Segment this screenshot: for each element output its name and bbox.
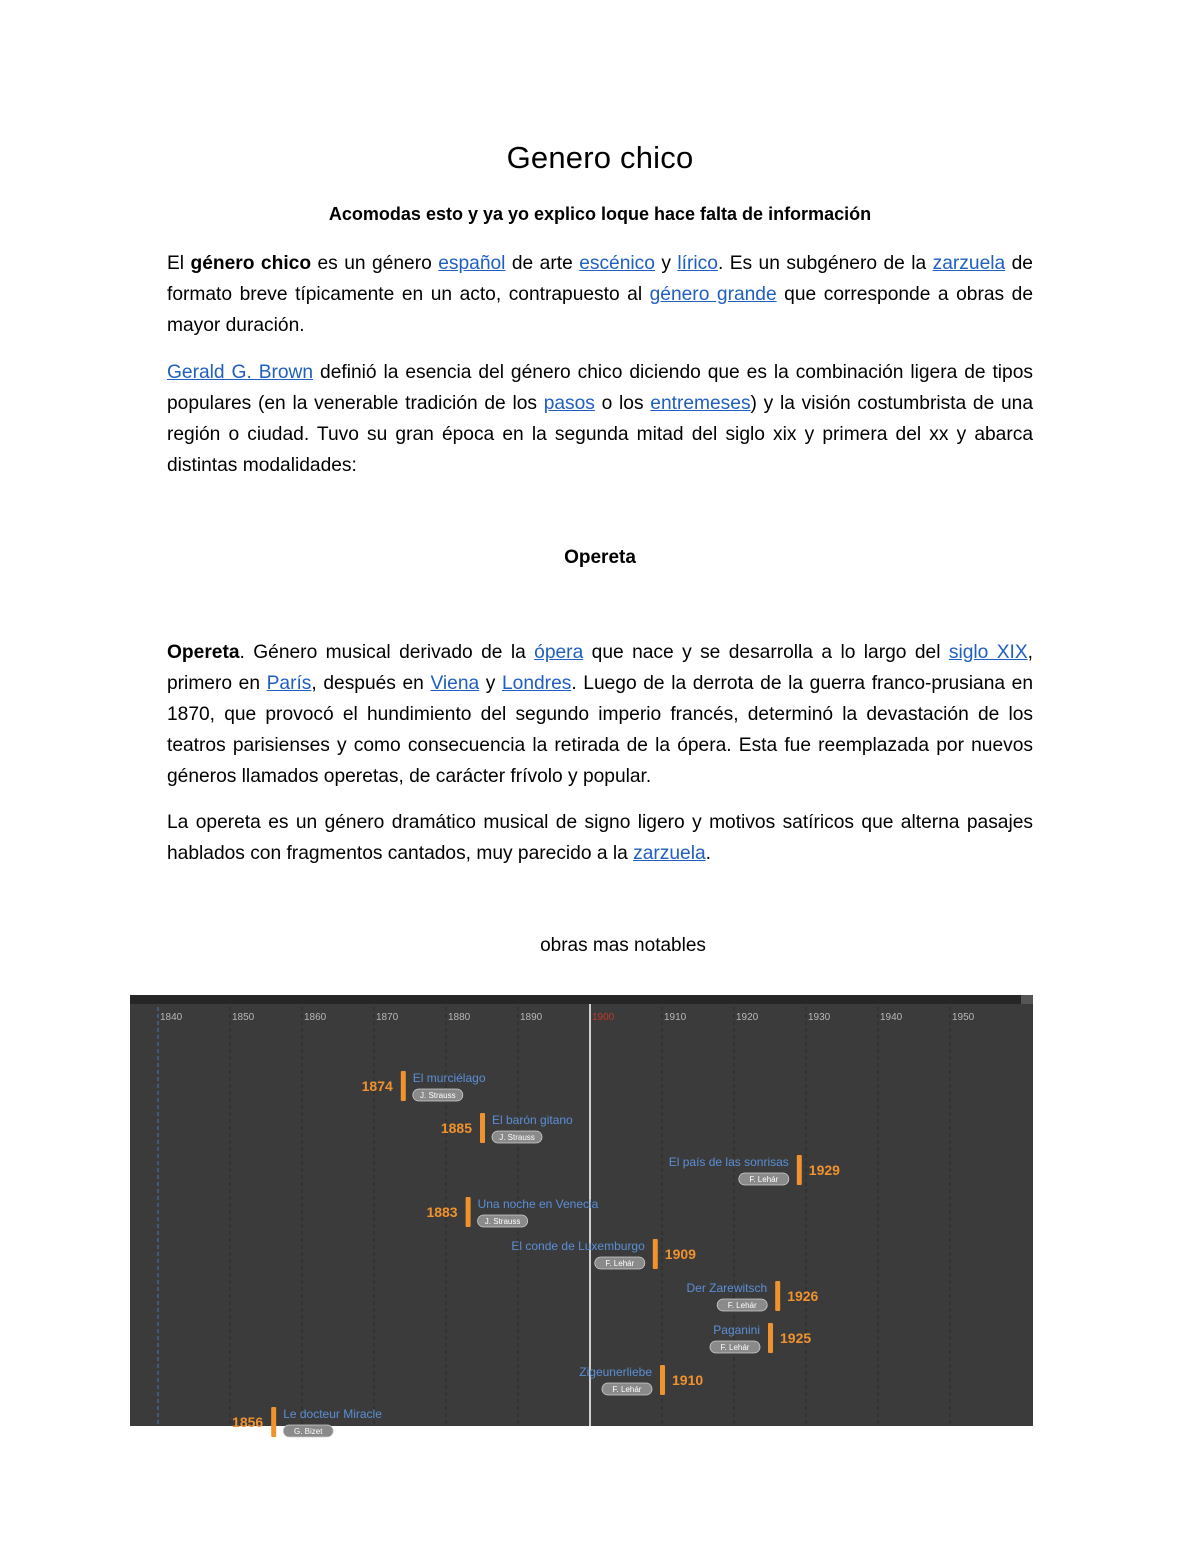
link-espanol[interactable]: español	[438, 253, 506, 274]
axis-year-label-1880: 1880	[448, 1012, 471, 1023]
event-marker-1926	[775, 1281, 780, 1311]
timeline-canvas	[130, 995, 1033, 1436]
axis-year-label-1840: 1840	[160, 1012, 183, 1023]
works-heading: obras mas notables	[540, 935, 706, 956]
event-title-1909: El conde de Luxemburgo	[511, 1239, 645, 1253]
event-marker-1925	[768, 1323, 773, 1353]
event-year-1910: 1910	[672, 1372, 704, 1388]
axis-year-label-1870: 1870	[376, 1012, 399, 1023]
link-londres[interactable]: Londres	[502, 673, 572, 694]
paragraph-opereta-definicion: La opereta es un género dramático musical de signo ligero y motivos satíricos que alterna pasajes hablados con fragmentos cantados, muy parecido a la zarzuela.	[167, 812, 1033, 864]
event-author-1856: G. Bizet	[293, 1427, 323, 1436]
axis-year-label-1860: 1860	[304, 1012, 327, 1023]
link-genero-grande[interactable]: género grande	[649, 284, 777, 305]
axis-year-label-1890: 1890	[520, 1012, 543, 1023]
event-year-1874: 1874	[361, 1078, 393, 1094]
event-title-1929: El país de las sonrisas	[668, 1155, 789, 1169]
event-author-1925: F. Lehár	[720, 1343, 750, 1352]
paragraph-genero-chico: El género chico es un género español de arte escénico y lírico. Es un subgénero de la zarzuela de formato breve típicamente en un acto, contrapuesto al género grande que corresponde a obras de mayor duración.	[167, 253, 1033, 336]
paragraph-opereta: Opereta. Género musical derivado de la ópera que nace y se desarrolla a lo largo del siglo XIX, primero en París, después en Viena y Londres. Luego de la derrota de la guerra franco-prusiana en 1870, que provocó el hundimiento del segundo imperio francés, determinó la devastación de los teatros parisienses y como consecuencia la retirada de la ópera. Esta fue reemplazada por nuevos géneros llamados operetas, de carácter frívolo y popular.	[167, 642, 1033, 787]
event-year-1856: 1856	[232, 1414, 264, 1430]
event-year-1925: 1925	[780, 1330, 812, 1346]
axis-year-label-1950: 1950	[952, 1012, 975, 1023]
link-paris[interactable]: París	[266, 673, 312, 694]
event-year-1929: 1929	[808, 1162, 840, 1178]
axis-year-label-1900: 1900	[592, 1012, 615, 1023]
event-author-1883: J. Strauss	[484, 1217, 521, 1226]
event-marker-1929	[797, 1155, 802, 1185]
event-title-1925: Paganini	[713, 1323, 760, 1337]
link-escenico[interactable]: escénico	[579, 253, 655, 274]
document-title: Genero chico	[506, 140, 694, 175]
link-zarzuela-2[interactable]: zarzuela	[633, 843, 706, 864]
event-title-1883: Una noche en Venecia	[477, 1197, 599, 1211]
event-title-1885: El barón gitano	[492, 1113, 573, 1127]
event-marker-1874	[401, 1071, 406, 1101]
event-title-1910: Zigeunerliebe	[579, 1365, 652, 1379]
event-author-1910: F. Lehár	[612, 1385, 642, 1394]
event-author-1929: F. Lehár	[749, 1175, 779, 1184]
event-marker-1856	[271, 1407, 276, 1437]
link-viena[interactable]: Viena	[430, 673, 480, 694]
axis-year-label-1850: 1850	[232, 1012, 255, 1023]
event-author-1874: J. Strauss	[420, 1091, 456, 1100]
link-opera[interactable]: ópera	[534, 642, 584, 663]
operetta-timeline	[130, 995, 1033, 1436]
event-year-1883: 1883	[426, 1204, 458, 1220]
axis-year-label-1940: 1940	[880, 1012, 903, 1023]
link-pasos[interactable]: pasos	[543, 393, 595, 414]
link-zarzuela[interactable]: zarzuela	[932, 253, 1006, 274]
event-marker-1885	[480, 1113, 485, 1143]
axis-year-label-1930: 1930	[808, 1012, 831, 1023]
event-author-1885: J. Strauss	[499, 1133, 535, 1142]
event-author-1909: F. Lehár	[605, 1259, 635, 1268]
document-subtitle: Acomodas esto y ya yo explico loque hace falta de información	[328, 204, 872, 224]
event-year-1926: 1926	[787, 1288, 819, 1304]
axis-year-label-1910: 1910	[664, 1012, 687, 1023]
link-lirico[interactable]: lírico	[677, 253, 718, 274]
link-gerald-brown[interactable]: Gerald G. Brown	[167, 362, 314, 383]
paragraph-gerald-brown: Gerald G. Brown definió la esencia del género chico diciendo que es la combinación ligera de tipos populares (en la venerable tradición de los pasos o los entremeses) y la visión costumbrista de una región o ciudad. Tuvo su gran época en la segunda mitad del siglo xix y primera del xx y abarca distintas modalidades:	[167, 362, 1033, 476]
event-title-1874: El murciélago	[412, 1071, 486, 1085]
axis-year-label-1920: 1920	[736, 1012, 759, 1023]
section-heading-opereta: Opereta	[564, 547, 636, 568]
event-title-1856: Le docteur Miracle	[283, 1407, 382, 1421]
event-title-1926: Der Zarewitsch	[686, 1281, 768, 1295]
link-siglo-xix[interactable]: siglo XIX	[948, 642, 1028, 663]
event-marker-1883	[466, 1197, 471, 1227]
link-entremeses[interactable]: entremeses	[650, 393, 751, 414]
event-marker-1910	[660, 1365, 665, 1395]
event-marker-1909	[653, 1239, 658, 1269]
event-year-1885: 1885	[440, 1120, 472, 1136]
event-year-1909: 1909	[664, 1246, 696, 1262]
event-author-1926: F. Lehár	[727, 1301, 757, 1310]
